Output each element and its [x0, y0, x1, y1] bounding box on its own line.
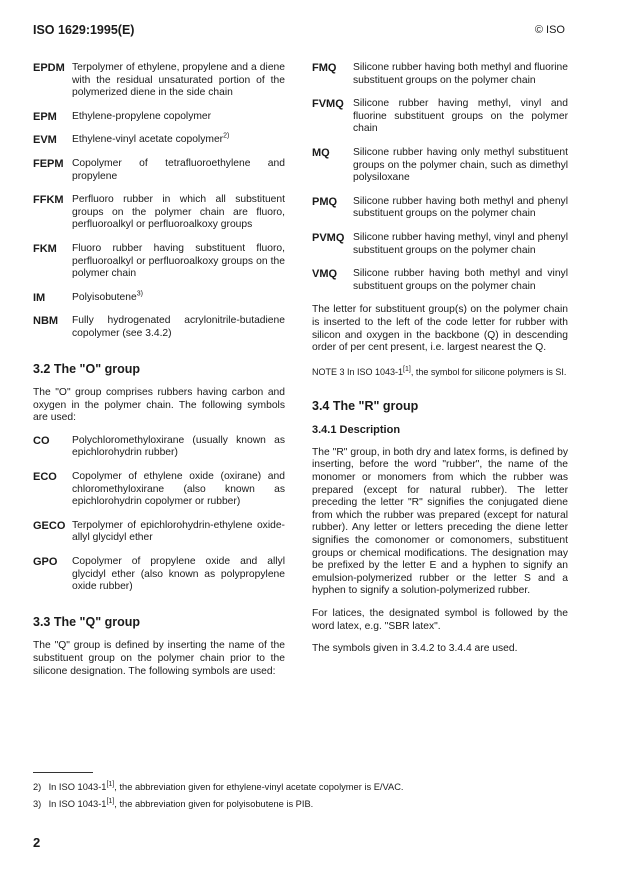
definition-entry	[312, 196, 568, 221]
reference-mark: [1]	[403, 365, 411, 373]
definition: Terpolymer of ethylene, propylene and a diene with the residual unsaturated portion of the polymerized diene in the side chain	[72, 62, 285, 99]
definition-text: Polyisobutene	[72, 291, 137, 303]
footnote	[33, 796, 573, 813]
symbol: MQ	[312, 146, 330, 159]
definition-entry	[312, 232, 568, 257]
definition: Copolymer of tetrafluoroethylene and propylene	[72, 157, 285, 182]
symbol: FFKM	[33, 194, 64, 207]
r-group-paragraph: The "R" group, in both dry and latex forms, is defined by inserting, before the word "rubber", the name of the monomer or monomers from which the rubber was prepared (except for natural rubber). The letter preceding the letter "R" signifies the conjugated diene from which the rubber was prepared (except for natural rubber). Any letter or letters preceding the diene letter signifies the comonomer or comonomers, substituent groups or chemical modifications. The designation may be prefixed by the letter E and a hyphen to signify an emulsion-polymerized rubber or the letter S and a hyphen to signify a solution-polymerized rubber.	[312, 446, 568, 597]
footnotes	[33, 779, 573, 813]
footnote-text: In ISO 1043-1	[48, 799, 107, 809]
definition: Copolymer of propylene oxide and allyl glycidyl ether (also known as polypropylene oxide rubber)	[72, 556, 285, 593]
footnote-text-end: , the abbreviation given for polyisobutene is PIB.	[114, 799, 314, 809]
symbol: PMQ	[312, 195, 338, 208]
definition-entry	[312, 62, 568, 87]
definition-entry	[33, 315, 285, 340]
footnote-text: In ISO 1043-1	[48, 782, 107, 792]
definition: Terpolymer of epichlorohydrin-ethylene oxide-allyl glycidyl ether	[72, 519, 285, 544]
footnote-divider	[33, 772, 93, 773]
symbol: VMQ	[312, 268, 338, 281]
symbol: FVMQ	[312, 98, 344, 111]
definition-entry	[33, 134, 285, 147]
definition: Perfluoro rubber in which all substituent groups on the polymer chain are fluoro, perfluoroalkyl or perfluoroalkoxy groups	[72, 194, 285, 231]
symbol: CO	[33, 434, 50, 447]
definition	[72, 292, 285, 305]
footnote-ref: 2)	[223, 132, 230, 140]
section-intro: The "Q" group is defined by inserting the name of the substituent group on the polymer chain prior to the silicone designation. The following symbols are used:	[33, 640, 285, 677]
definition: Silicone rubber having only methyl substituent groups on the polymer chain, such as dimethyl polysiloxane	[353, 146, 568, 184]
definition	[72, 134, 285, 147]
definition-entry	[33, 556, 285, 594]
definition-entry	[33, 435, 285, 460]
definition-entry	[33, 292, 285, 305]
definition-entry	[33, 471, 285, 509]
definition: Polychloromethyloxirane (usually known as epichlorohydrin rubber)	[72, 434, 285, 459]
definition: Silicone rubber having methyl, vinyl and phenyl substituent groups on the polymer chain	[353, 231, 568, 256]
definition-entry	[312, 147, 568, 185]
footnote	[33, 779, 573, 796]
symbol: FKM	[33, 242, 57, 255]
definition: Fluoro rubber having substituent fluoro, perfluoroalkyl or perfluoroalkoxy groups on the polymer chain	[72, 242, 285, 280]
definition: Silicone rubber having both methyl and vinyl substituent groups on the polymer chain	[353, 268, 568, 292]
symbol: FMQ	[312, 62, 337, 74]
definition: Ethylene-propylene copolymer	[72, 110, 212, 122]
note-3	[312, 367, 568, 378]
definition: Copolymer of ethylene oxide (oxirane) and chloromethyloxirane (also known as epichlorohydrin copolymer or rubber)	[72, 471, 285, 508]
symbol: EPDM	[33, 62, 65, 74]
symbol: NBM	[33, 315, 59, 328]
definition: Silicone rubber having both methyl and fluorine substituent groups on the polymer chain	[353, 62, 568, 86]
footnote-text-end: , the abbreviation given for ethylene-vinyl acetate copolymer is E/VAC.	[114, 782, 404, 792]
symbol: EPM	[33, 110, 57, 123]
symbol: ECO	[33, 471, 57, 484]
definition: Silicone rubber having methyl, vinyl and fluorine substituent groups on the polymer chain	[353, 98, 568, 135]
section-heading-r-group: 3.4 The "R" group	[312, 398, 419, 413]
note-text-end: , the symbol for silicone polymers is SI.	[410, 366, 567, 377]
definition-entry	[33, 111, 285, 124]
definition-entry	[33, 62, 285, 100]
subsection-heading-description: 3.4.1 Description	[312, 424, 401, 437]
left-column	[33, 62, 285, 688]
symbol: FEPM	[33, 157, 64, 170]
definition-entry	[312, 98, 568, 136]
symbol: PVMQ	[312, 231, 345, 244]
section-heading-o-group: 3.2 The "O" group	[33, 361, 141, 376]
copyright-mark: © ISO	[534, 24, 565, 36]
symbol: GECO	[33, 519, 66, 532]
right-column	[312, 62, 568, 666]
footnote-number: 3)	[33, 799, 42, 809]
definition-entry	[33, 158, 285, 183]
definition-entry	[33, 194, 285, 232]
definition-entry	[312, 268, 568, 293]
section-intro: The "O" group comprises rubbers having carbon and oxygen in the polymer chain. The following symbols are used:	[33, 387, 285, 424]
section-heading-q-group: 3.3 The "Q" group	[33, 614, 141, 629]
symbol: GPO	[33, 556, 58, 569]
standard-id: ISO 1629:1995(E)	[33, 23, 135, 37]
reference-mark: [1]	[106, 780, 115, 788]
definition: Silicone rubber having both methyl and phenyl substituent groups on the polymer chain	[353, 195, 568, 220]
definition-text: Ethylene-vinyl acetate copolymer	[72, 134, 224, 146]
definition: Fully hydrogenated acrylonitrile-butadiene copolymer (see 3.4.2)	[72, 315, 285, 339]
footnote-ref: 3)	[136, 290, 143, 298]
symbol: EVM	[33, 134, 57, 147]
definition-entry	[33, 243, 285, 281]
q-group-paragraph: The letter for substituent group(s) on the polymer chain is inserted to the left of the code letter for rubber with silicon and oxygen in the backbone (Q) in descending order of per cent present, i.e. largest nearest the Q.	[312, 304, 568, 354]
symbols-paragraph: The symbols given in 3.4.2 to 3.4.4 are used.	[312, 643, 518, 655]
footnote-number: 2)	[33, 782, 42, 792]
reference-mark: [1]	[106, 797, 115, 805]
latex-paragraph: For latices, the designated symbol is followed by the word latex, e.g. "SBR latex".	[312, 608, 568, 632]
note-text: NOTE 3 In ISO 1043-1	[312, 366, 404, 377]
symbol: IM	[33, 291, 46, 304]
page-number: 2	[33, 835, 41, 850]
definition-entry	[33, 520, 285, 545]
